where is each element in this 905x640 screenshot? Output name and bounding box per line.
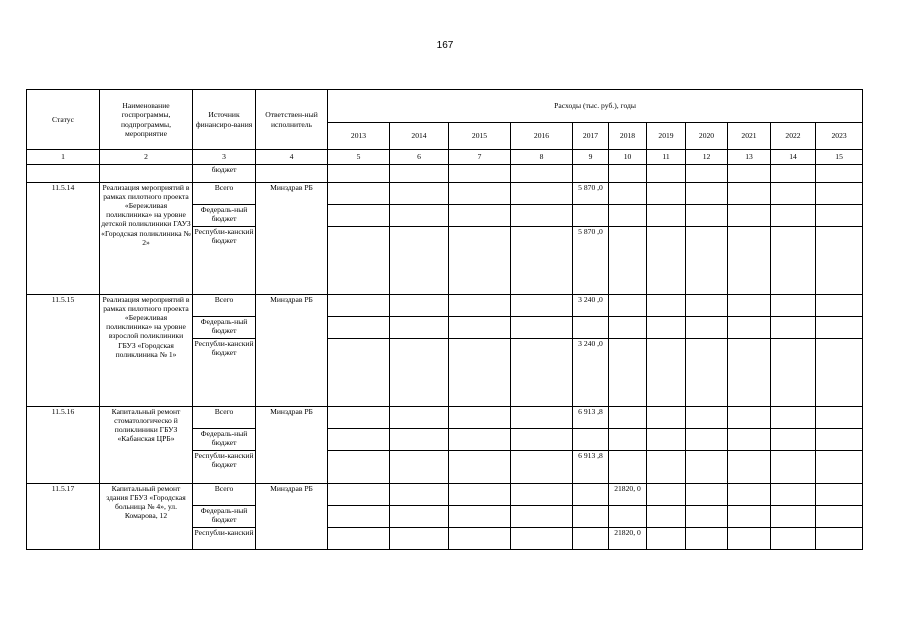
- value-cell-2020: [686, 205, 728, 227]
- row-source: Всего: [193, 407, 256, 429]
- value-cell-2017: 6 913 ,8: [573, 451, 609, 484]
- table-row: [27, 295, 863, 317]
- value-cell-2016: [511, 205, 573, 227]
- row-source: Республи-канский бюджет: [193, 227, 256, 295]
- value-cell-2020: [686, 407, 728, 429]
- header-year-2013: 2013: [328, 123, 390, 150]
- value-cell-2023: [816, 451, 863, 484]
- header-year-2022: 2022: [771, 123, 816, 150]
- header-year-2018: 2018: [609, 123, 647, 150]
- empty-cell: [511, 165, 573, 183]
- value-cell-2019: [647, 429, 686, 451]
- value-cell-2021: [728, 451, 771, 484]
- row-name: Капитальный ремонт здания ГБУЗ «Городская больница № 4», ул. Комарова, 12: [100, 484, 193, 550]
- value-cell-2015: [449, 205, 511, 227]
- value-cell-2014: [390, 295, 449, 317]
- value-cell-2017: 3 240 ,0: [573, 295, 609, 317]
- value-cell-2014: [390, 205, 449, 227]
- value-cell-2022: [771, 429, 816, 451]
- value-cell-2015: [449, 183, 511, 205]
- value-cell-2020: [686, 183, 728, 205]
- value-cell-2023: [816, 407, 863, 429]
- value-cell-2016: [511, 317, 573, 339]
- value-cell-2020: [686, 429, 728, 451]
- value-cell-2015: [449, 484, 511, 506]
- column-index-row: [27, 150, 863, 165]
- empty-cell: [816, 165, 863, 183]
- column-index-cell: 3: [193, 150, 256, 165]
- value-cell-2019: [647, 506, 686, 528]
- row-name: Реализация мероприятий в рамках пилотного проекта «Бережливая поликлиника» на уровне взрослой поликлиники ГБУЗ «Городская поликлиника № 1»: [100, 295, 193, 407]
- value-cell-2016: [511, 183, 573, 205]
- value-cell-2019: [647, 407, 686, 429]
- value-cell-2018: 21820, 0: [609, 528, 647, 550]
- column-index-cell: 8: [511, 150, 573, 165]
- column-index-cell: 12: [686, 150, 728, 165]
- value-cell-2019: [647, 317, 686, 339]
- row-executor: Минздрав РБ: [256, 484, 328, 550]
- continuation-row: [27, 165, 863, 183]
- value-cell-2015: [449, 227, 511, 295]
- value-cell-2020: [686, 317, 728, 339]
- value-cell-2016: [511, 429, 573, 451]
- value-cell-2017: 5 870 ,0: [573, 183, 609, 205]
- value-cell-2021: [728, 484, 771, 506]
- value-cell-2014: [390, 339, 449, 407]
- value-cell-2013: [328, 451, 390, 484]
- empty-cell: [573, 165, 609, 183]
- value-cell-2015: [449, 339, 511, 407]
- budget-table: [26, 89, 863, 550]
- value-cell-2020: [686, 227, 728, 295]
- row-source: Федераль-ный бюджет: [193, 205, 256, 227]
- value-cell-2022: [771, 205, 816, 227]
- value-cell-2022: [771, 339, 816, 407]
- value-cell-2023: [816, 429, 863, 451]
- header-year-2016: 2016: [511, 123, 573, 150]
- value-cell-2021: [728, 227, 771, 295]
- empty-cell: [771, 165, 816, 183]
- table-row: [27, 407, 863, 429]
- value-cell-2014: [390, 183, 449, 205]
- value-cell-2021: [728, 339, 771, 407]
- value-cell-2020: [686, 484, 728, 506]
- header-year-2021: 2021: [728, 123, 771, 150]
- row-status: 11.5.16: [27, 407, 100, 484]
- column-index-cell: 10: [609, 150, 647, 165]
- header-source: Источник финансиро-вания: [193, 90, 256, 150]
- row-status: 11.5.15: [27, 295, 100, 407]
- value-cell-2022: [771, 484, 816, 506]
- header-year-2014: 2014: [390, 123, 449, 150]
- header-expenses: Расходы (тыс. руб.), годы: [328, 90, 863, 123]
- value-cell-2013: [328, 484, 390, 506]
- page-number: 167: [436, 40, 454, 51]
- value-cell-2022: [771, 183, 816, 205]
- value-cell-2023: [816, 484, 863, 506]
- value-cell-2017: [573, 317, 609, 339]
- header-status: Статус: [27, 90, 100, 150]
- value-cell-2023: [816, 528, 863, 550]
- value-cell-2017: [573, 528, 609, 550]
- value-cell-2019: [647, 227, 686, 295]
- value-cell-2018: [609, 407, 647, 429]
- value-cell-2016: [511, 227, 573, 295]
- value-cell-2021: [728, 506, 771, 528]
- header-year-2023: 2023: [816, 123, 863, 150]
- header-name: Наименование госпрограммы, подпрограммы, мероприятие: [100, 90, 193, 150]
- value-cell-2016: [511, 528, 573, 550]
- column-index-cell: 2: [100, 150, 193, 165]
- value-cell-2019: [647, 528, 686, 550]
- column-index-cell: 1: [27, 150, 100, 165]
- value-cell-2014: [390, 528, 449, 550]
- value-cell-2018: [609, 506, 647, 528]
- value-cell-2017: [573, 484, 609, 506]
- value-cell-2016: [511, 484, 573, 506]
- row-source: Республи-канский бюджет: [193, 451, 256, 484]
- value-cell-2021: [728, 183, 771, 205]
- empty-cell: [647, 165, 686, 183]
- row-source: Республи-канский: [193, 528, 256, 550]
- value-cell-2019: [647, 183, 686, 205]
- value-cell-2014: [390, 227, 449, 295]
- value-cell-2022: [771, 227, 816, 295]
- value-cell-2013: [328, 429, 390, 451]
- empty-cell: [449, 165, 511, 183]
- row-name: Реализация мероприятий в рамках пилотного проекта «Бережливая поликлиника» на уровне детской поликлиники ГАУЗ «Городская поликлиника № 2»: [100, 183, 193, 295]
- value-cell-2018: [609, 339, 647, 407]
- header-executor: Ответствен-ный исполнитель: [256, 90, 328, 150]
- value-cell-2023: [816, 339, 863, 407]
- value-cell-2023: [816, 317, 863, 339]
- value-cell-2022: [771, 528, 816, 550]
- value-cell-2014: [390, 407, 449, 429]
- value-cell-2021: [728, 407, 771, 429]
- value-cell-2013: [328, 528, 390, 550]
- value-cell-2014: [390, 451, 449, 484]
- value-cell-2013: [328, 506, 390, 528]
- value-cell-2018: [609, 451, 647, 484]
- value-cell-2019: [647, 339, 686, 407]
- value-cell-2015: [449, 407, 511, 429]
- value-cell-2018: [609, 205, 647, 227]
- value-cell-2020: [686, 451, 728, 484]
- column-index-cell: 11: [647, 150, 686, 165]
- header-year-2017: 2017: [573, 123, 609, 150]
- value-cell-2014: [390, 484, 449, 506]
- value-cell-2019: [647, 205, 686, 227]
- value-cell-2015: [449, 317, 511, 339]
- empty-cell: [609, 165, 647, 183]
- row-status: 11.5.17: [27, 484, 100, 550]
- column-index-cell: 6: [390, 150, 449, 165]
- row-source: Всего: [193, 183, 256, 205]
- value-cell-2013: [328, 407, 390, 429]
- value-cell-2018: [609, 317, 647, 339]
- value-cell-2021: [728, 295, 771, 317]
- value-cell-2023: [816, 183, 863, 205]
- value-cell-2013: [328, 295, 390, 317]
- value-cell-2023: [816, 205, 863, 227]
- value-cell-2015: [449, 506, 511, 528]
- header-year-2015: 2015: [449, 123, 511, 150]
- row-executor: Минздрав РБ: [256, 407, 328, 484]
- column-index-cell: 7: [449, 150, 511, 165]
- header-year-2020: 2020: [686, 123, 728, 150]
- empty-cell: [27, 165, 100, 183]
- value-cell-2016: [511, 407, 573, 429]
- table-row: [27, 183, 863, 205]
- empty-cell: [686, 165, 728, 183]
- value-cell-2014: [390, 506, 449, 528]
- value-cell-2013: [328, 205, 390, 227]
- value-cell-2022: [771, 317, 816, 339]
- value-cell-2022: [771, 295, 816, 317]
- continuation-source: бюджет: [193, 165, 256, 183]
- value-cell-2017: 5 870 ,0: [573, 227, 609, 295]
- value-cell-2018: [609, 295, 647, 317]
- row-source: Федераль-ный бюджет: [193, 429, 256, 451]
- row-name: Капитальный ремонт стоматологическо й поликлиники ГБУЗ «Кабанская ЦРБ»: [100, 407, 193, 484]
- value-cell-2014: [390, 317, 449, 339]
- value-cell-2017: 3 240 ,0: [573, 339, 609, 407]
- row-source: Всего: [193, 484, 256, 506]
- row-source: Федераль-ный бюджет: [193, 506, 256, 528]
- value-cell-2013: [328, 183, 390, 205]
- value-cell-2023: [816, 227, 863, 295]
- value-cell-2017: [573, 429, 609, 451]
- empty-cell: [328, 165, 390, 183]
- value-cell-2013: [328, 227, 390, 295]
- value-cell-2021: [728, 528, 771, 550]
- value-cell-2021: [728, 205, 771, 227]
- value-cell-2018: [609, 227, 647, 295]
- value-cell-2020: [686, 339, 728, 407]
- empty-cell: [728, 165, 771, 183]
- value-cell-2017: 6 913 ,8: [573, 407, 609, 429]
- empty-cell: [256, 165, 328, 183]
- table-row: [27, 484, 863, 506]
- row-source: Всего: [193, 295, 256, 317]
- value-cell-2023: [816, 506, 863, 528]
- value-cell-2022: [771, 506, 816, 528]
- value-cell-2016: [511, 295, 573, 317]
- value-cell-2015: [449, 528, 511, 550]
- column-index-cell: 13: [728, 150, 771, 165]
- value-cell-2020: [686, 295, 728, 317]
- value-cell-2022: [771, 407, 816, 429]
- value-cell-2023: [816, 295, 863, 317]
- value-cell-2019: [647, 484, 686, 506]
- value-cell-2017: [573, 205, 609, 227]
- value-cell-2016: [511, 339, 573, 407]
- value-cell-2020: [686, 528, 728, 550]
- row-executor: Минздрав РБ: [256, 183, 328, 295]
- value-cell-2018: [609, 183, 647, 205]
- value-cell-2016: [511, 451, 573, 484]
- value-cell-2015: [449, 295, 511, 317]
- value-cell-2015: [449, 429, 511, 451]
- value-cell-2021: [728, 317, 771, 339]
- value-cell-2013: [328, 317, 390, 339]
- column-index-cell: 5: [328, 150, 390, 165]
- column-index-cell: 15: [816, 150, 863, 165]
- row-source: Республи-канский бюджет: [193, 339, 256, 407]
- value-cell-2017: [573, 506, 609, 528]
- column-index-cell: 14: [771, 150, 816, 165]
- row-executor: Минздрав РБ: [256, 295, 328, 407]
- empty-cell: [100, 165, 193, 183]
- value-cell-2013: [328, 339, 390, 407]
- column-index-cell: 9: [573, 150, 609, 165]
- value-cell-2021: [728, 429, 771, 451]
- row-source: Федераль-ный бюджет: [193, 317, 256, 339]
- value-cell-2019: [647, 295, 686, 317]
- column-index-cell: 4: [256, 150, 328, 165]
- value-cell-2015: [449, 451, 511, 484]
- value-cell-2019: [647, 451, 686, 484]
- value-cell-2016: [511, 506, 573, 528]
- value-cell-2022: [771, 451, 816, 484]
- value-cell-2014: [390, 429, 449, 451]
- value-cell-2020: [686, 506, 728, 528]
- row-status: 11.5.14: [27, 183, 100, 295]
- empty-cell: [390, 165, 449, 183]
- header-year-2019: 2019: [647, 123, 686, 150]
- value-cell-2018: [609, 429, 647, 451]
- value-cell-2018: 21820, 0: [609, 484, 647, 506]
